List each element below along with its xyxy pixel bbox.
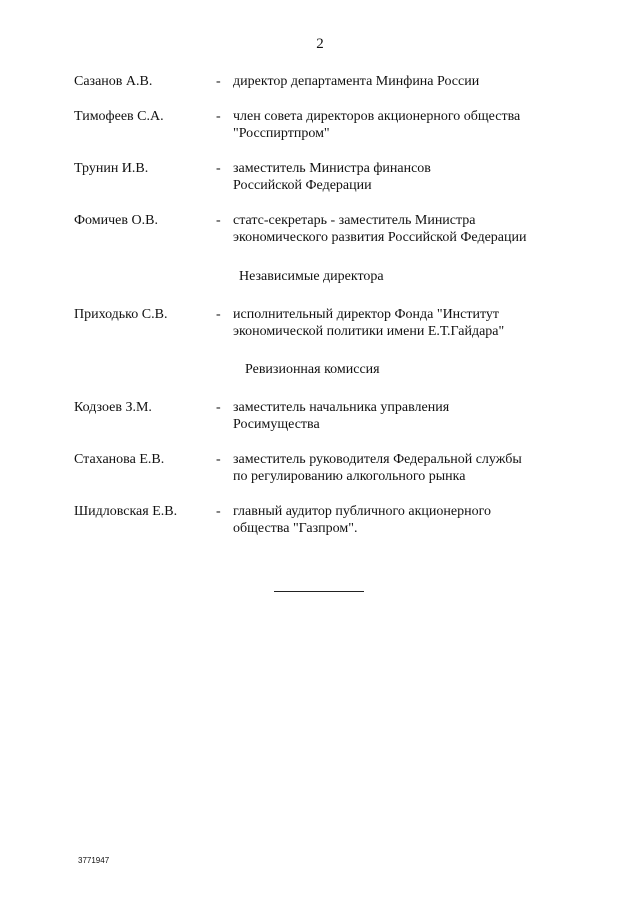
member-role <box>233 306 613 340</box>
dash: - <box>216 504 221 519</box>
end-of-list-rule <box>274 591 364 592</box>
role-line: Росимущества <box>233 417 320 432</box>
role-line: заместитель начальника управления <box>233 400 450 415</box>
dash: - <box>216 452 221 467</box>
member-name: Трунин И.В. <box>74 161 149 176</box>
member-name: Фомичев О.В. <box>74 213 158 228</box>
role-line: по регулированию алкогольного рынка <box>233 469 466 484</box>
role-line: член совета директоров акционерного общества <box>233 109 521 124</box>
role-line: экономической политики имени Е.Т.Гайдара" <box>233 324 505 339</box>
role-line: исполнительный директор Фонда "Институт <box>233 307 500 322</box>
member-role <box>233 451 613 485</box>
member-name: Стаханова Е.В. <box>74 452 165 467</box>
member-name: Тимофеев С.А. <box>74 109 164 124</box>
member-role <box>233 399 613 433</box>
role-line: общества "Газпром". <box>233 521 358 536</box>
member-role <box>233 503 613 537</box>
member-role <box>233 73 613 90</box>
section-title: Независимые директора <box>239 269 384 284</box>
document-code: 3771947 <box>78 856 110 865</box>
role-line: заместитель Министра финансов <box>233 161 431 176</box>
member-role <box>233 212 613 246</box>
role-line: статс-секретарь - заместитель Министра <box>233 213 476 228</box>
member-name: Сазанов А.В. <box>74 74 153 89</box>
dash: - <box>216 213 221 228</box>
member-role <box>233 160 613 194</box>
dash: - <box>216 307 221 322</box>
role-line: "Росспиртпром" <box>233 126 330 141</box>
member-role <box>233 108 613 142</box>
dash: - <box>216 161 221 176</box>
section-title: Ревизионная комиссия <box>245 362 380 377</box>
role-line: заместитель руководителя Федеральной службы <box>233 452 522 467</box>
role-line: главный аудитор публичного акционерного <box>233 504 491 519</box>
role-line: директор департамента Минфина России <box>233 74 480 89</box>
dash: - <box>216 400 221 415</box>
member-name: Приходько С.В. <box>74 307 168 322</box>
role-line: Российской Федерации <box>233 178 372 193</box>
member-name: Шидловская Е.В. <box>74 504 178 519</box>
member-name: Кодзоев З.М. <box>74 400 152 415</box>
role-line: экономического развития Российской Федерации <box>233 230 527 245</box>
dash: - <box>216 74 221 89</box>
page-number: 2 <box>316 36 324 52</box>
dash: - <box>216 109 221 124</box>
